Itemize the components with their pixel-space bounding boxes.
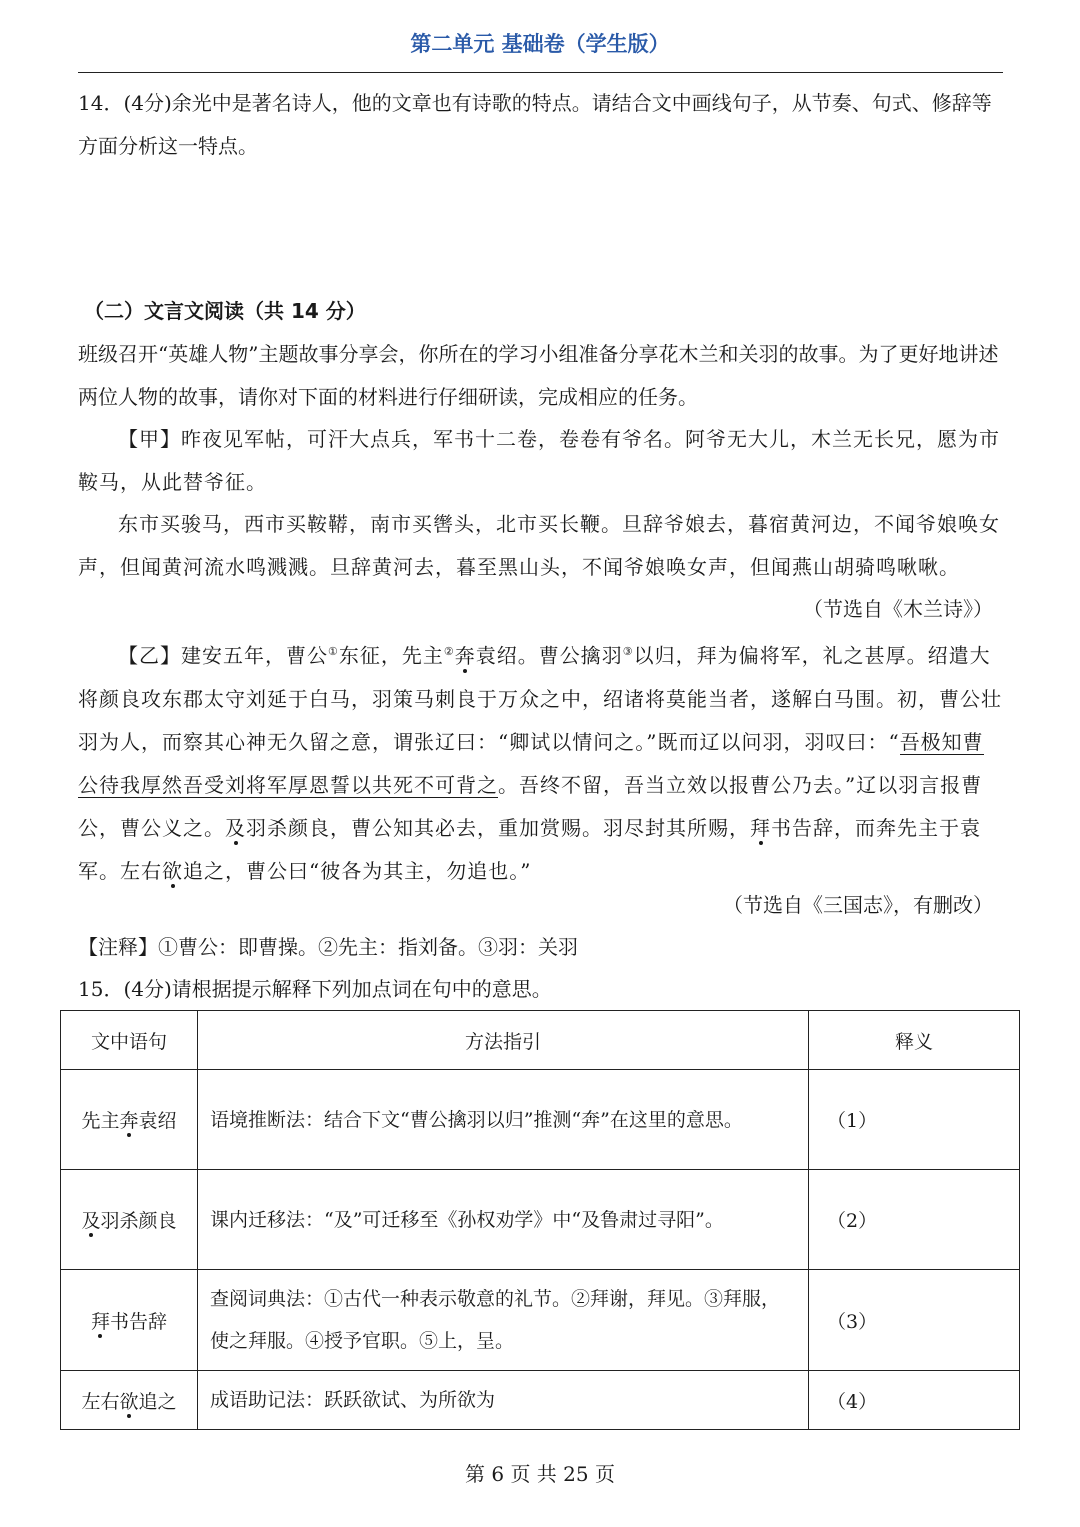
q15-table	[60, 1010, 1020, 1430]
dotted-word: 奔	[119, 1110, 139, 1132]
col-header-method: 方法指引	[198, 1011, 809, 1070]
yi-text: 羽杀颜良，曹公知其必去，重加赏赐。羽尽封其所赐，	[246, 815, 750, 840]
table-row	[61, 1270, 1020, 1371]
passage-yi-source: （节选自《三国志》，有删改）	[723, 893, 993, 917]
yi-text: 以归，拜为偏将军，礼之甚厚。绍遣大将颜良攻东郡太守刘延于白马，羽策马刺良于万众之中，绍诸将莫能当者，遂解白马围。初，曹公壮羽为人，而察其心神无久留之意，谓张辽曰：“卿试以情问之。”既而辽以问羽，羽叹曰：“	[78, 643, 1002, 754]
method-cell: 成语助记法：跃跃欲试、为所欲为	[198, 1371, 809, 1430]
col-header-meaning: 释义	[809, 1011, 1020, 1070]
section-title: （二）文言文阅读（共 14 分）	[84, 299, 366, 323]
yi-text: 【乙】建安五年，曹公	[118, 643, 328, 668]
method-cell: 课内迁移法：“及”可迁移至《孙权劝学》中“及鲁肃过寻阳”。	[198, 1170, 809, 1270]
sentence-cell: 左右欲追之	[61, 1371, 198, 1430]
notes: 【注释】①曹公：即曹操。②先主：指刘备。③羽：关羽	[78, 935, 578, 959]
question-15: 15．(4分)请根据提示解释下列加点词在句中的意思。	[78, 977, 552, 1001]
table-row	[61, 1170, 1020, 1270]
table-row	[61, 1070, 1020, 1170]
passage-jia-p2: 东市买骏马，西市买鞍鞯，南市买辔头，北市买长鞭。旦辞爷娘去，暮宿黄河边，不闻爷娘唤女声，但闻黄河流水鸣溅溅。旦辞黄河去，暮至黑山头，不闻爷娘唤女声，但闻燕山胡骑鸣啾啾。	[78, 512, 1000, 579]
yi-text: 袁绍。曹公擒羽	[475, 643, 623, 668]
page-number: 第 6 页 共 25 页	[465, 1462, 615, 1486]
col-header-sentence: 文中语句	[61, 1011, 198, 1070]
dotted-word: 拜	[750, 815, 771, 840]
answer-blank: （4）	[809, 1371, 1020, 1430]
yi-text: 追之，曹公曰“彼各为其主，勿追也。”	[183, 858, 532, 883]
header-divider	[78, 72, 1003, 73]
yi-text: 。吾终不留，吾当立效以报曹公乃去。”辽以羽言报曹公，曹公义之。	[78, 772, 983, 840]
answer-blank: （3）	[809, 1270, 1020, 1371]
table-header-row	[61, 1011, 1020, 1070]
answer-blank: （2）	[809, 1170, 1020, 1270]
table-row	[61, 1371, 1020, 1430]
method-cell: 查阅词典法：①古代一种表示敬意的礼节。②拜谢，拜见。③拜服，使之拜服。④授予官职。⑤上，呈。	[198, 1270, 809, 1371]
answer-blank: （1）	[809, 1070, 1020, 1170]
yi-text: 书告辞，而奔先主于袁军。左右	[78, 815, 981, 883]
question-14: 14．(4分)余光中是著名诗人，他的文章也有诗歌的特点。请结合文中画线句子，从节奏、句式、修辞等方面分析这一特点。	[78, 91, 992, 158]
note-mark: ①	[328, 645, 339, 658]
dotted-word: 拜	[90, 1310, 110, 1333]
dotted-word: 奔	[454, 643, 476, 668]
note-mark: ③	[622, 645, 634, 658]
passage-yi	[78, 630, 1003, 893]
note-mark: ②	[443, 645, 455, 658]
intro-paragraph: 班级召开“英雄人物”主题故事分享会，你所在的学习小组准备分享花木兰和关羽的故事。为了更好地讲述两位人物的故事，请你对下面的材料进行仔细研读，完成相应的任务。	[78, 342, 999, 409]
dotted-word: 及	[81, 1210, 101, 1232]
sentence-cell: 拜书告辞	[61, 1270, 198, 1371]
passage-jia-source: （节选自《木兰诗》）	[803, 597, 993, 621]
dotted-word: 及	[225, 815, 246, 840]
passage-jia-p1: 【甲】昨夜见军帖，可汗大点兵，军书十二卷，卷卷有爷名。阿爷无大儿，木兰无长兄，愿为市鞍马，从此替爷征。	[78, 427, 1000, 494]
yi-text: 东征，先主	[338, 643, 444, 668]
method-cell: 语境推断法：结合下文“曹公擒羽以归”推测“奔”在这里的意思。	[198, 1070, 809, 1170]
dotted-word: 欲	[162, 858, 183, 883]
page-header-title: 第二单元 基础卷（学生版）	[410, 32, 670, 56]
sentence-cell: 及羽杀颜良	[61, 1170, 198, 1270]
sentence-cell: 先主奔袁绍	[61, 1070, 198, 1170]
dotted-word: 欲	[119, 1390, 139, 1413]
underlined-sentence: 吾极知曹公待我厚然吾受刘将军厚恩誓以共死不可背之	[78, 729, 984, 797]
